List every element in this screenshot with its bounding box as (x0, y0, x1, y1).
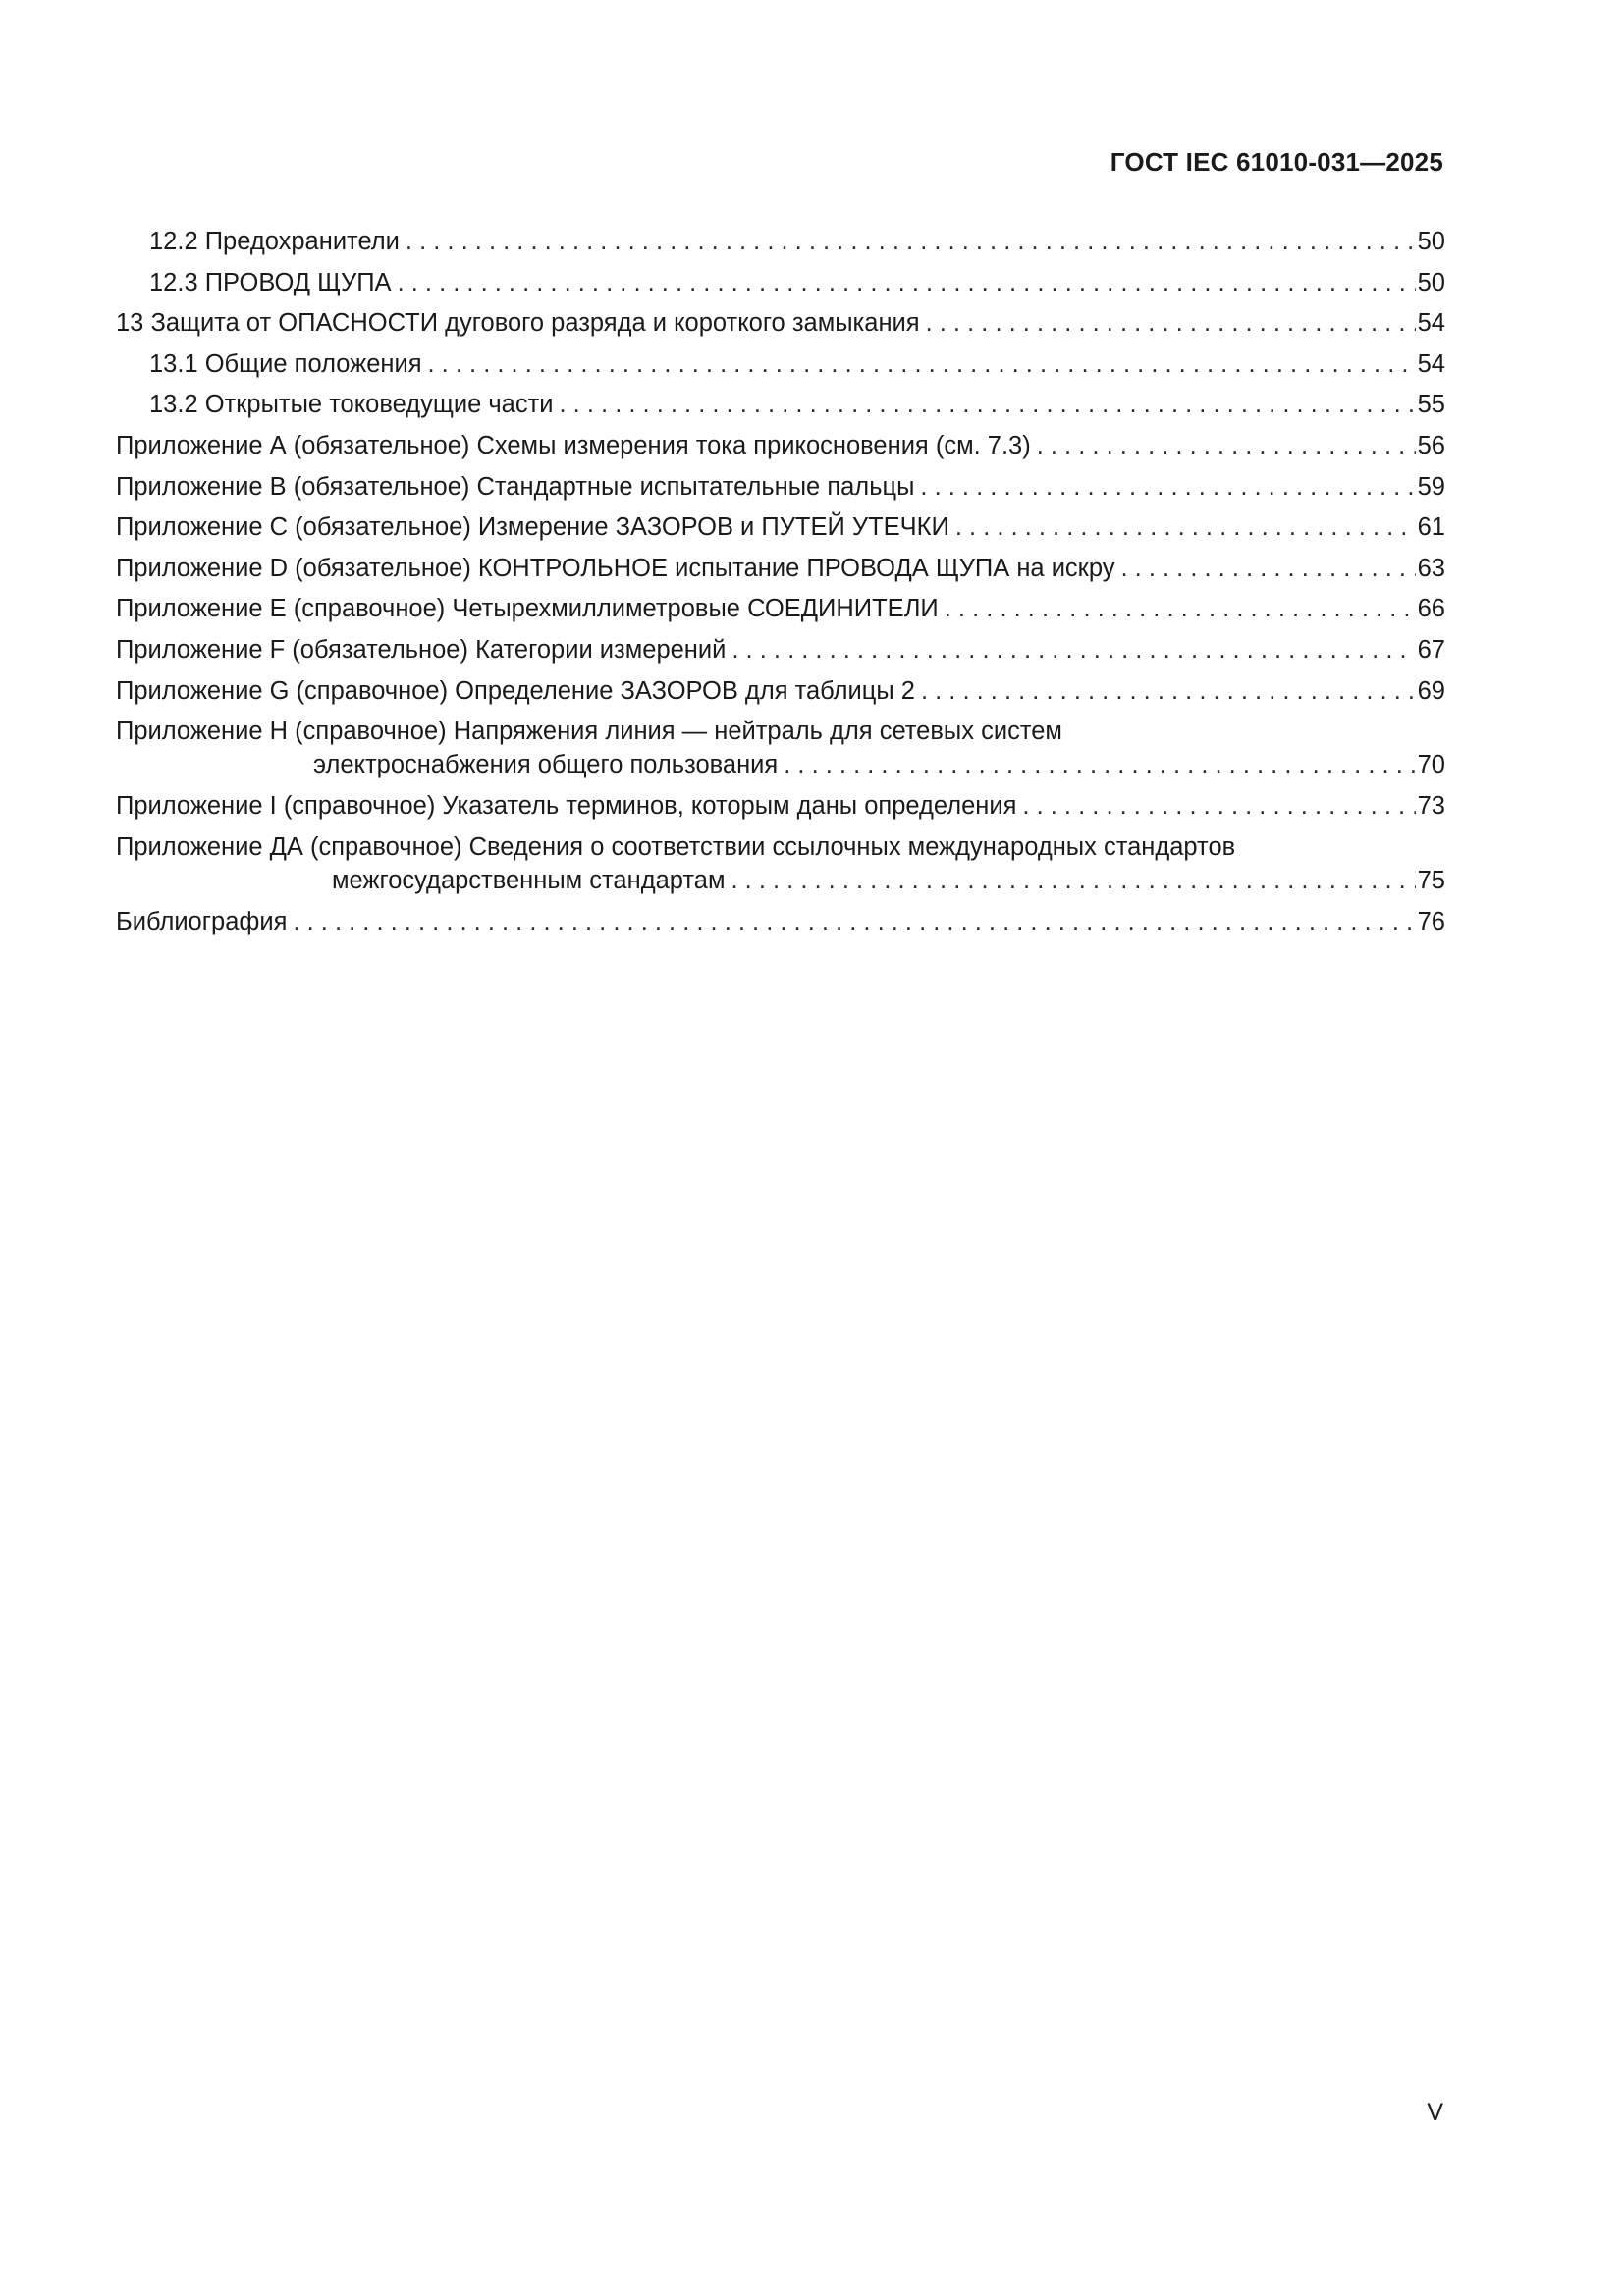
toc-entry-page: 75 (1417, 866, 1445, 894)
dot-leader (784, 748, 1415, 781)
toc-entry-page: 50 (1417, 228, 1445, 255)
dot-leader (398, 266, 1416, 299)
toc-entry[interactable] (116, 347, 1445, 389)
toc-entry[interactable] (116, 905, 1445, 946)
toc-entry-title: 13.2 Открытые токоведущие части (149, 391, 554, 419)
toc-entry-page: 55 (1417, 391, 1445, 419)
toc-entry-title: 13.1 Общие положения (149, 349, 422, 378)
toc-entry-title-line1: Приложение Н (справочное) Напряжения линия — нейтраль для сетевых систем (116, 718, 1062, 746)
toc-entry[interactable] (116, 789, 1445, 830)
toc-entry[interactable] (116, 266, 1445, 307)
toc-entry-title: Приложение С (обязательное) Измерение ЗАЗОРОВ и ПУТЕЙ УТЕЧКИ (116, 513, 949, 542)
dot-leader (1121, 552, 1416, 585)
toc-entry-page: 50 (1417, 268, 1445, 296)
toc-entry[interactable] (116, 592, 1445, 633)
toc-entry-title: 12.3 ПРОВОД ЩУПА (149, 268, 392, 296)
toc-entry[interactable] (116, 470, 1445, 511)
toc-entry[interactable] (116, 552, 1445, 593)
dot-leader (926, 306, 1416, 340)
toc-entry-page: 76 (1417, 907, 1445, 935)
toc-entry[interactable] (116, 830, 1445, 905)
toc-entry-title-line2: межгосударственным стандартам (332, 866, 726, 894)
toc-entry-title: 12.2 Предохранители (149, 228, 400, 255)
toc-entry[interactable] (116, 674, 1445, 716)
toc-entry[interactable] (116, 306, 1445, 347)
toc-entry-title: Приложение I (справочное) Указатель терминов, которым даны определения (116, 792, 1017, 821)
dot-leader (1022, 789, 1415, 823)
dot-leader (1037, 429, 1416, 462)
page-number: V (1427, 2099, 1443, 2126)
toc-entry[interactable] (116, 510, 1445, 552)
standard-id-header: ГОСТ IEC 61010-031—2025 (1110, 147, 1443, 177)
toc-entry-page: 69 (1417, 676, 1445, 705)
toc-entry-page: 59 (1417, 472, 1445, 501)
toc-entry-page: 67 (1417, 635, 1445, 664)
toc-entry-title: Приложение Е (справочное) Четырехмиллиметровые СОЕДИНИТЕЛИ (116, 595, 939, 623)
toc-entry-page: 63 (1417, 554, 1445, 582)
toc-entry-title: Приложение F (обязательное) Категории измерений (116, 635, 727, 664)
toc-entry[interactable] (116, 633, 1445, 674)
table-of-contents (116, 225, 1445, 945)
toc-entry-title: Приложение G (справочное) Определение ЗАЗОРОВ для таблицы 2 (116, 676, 915, 705)
toc-entry-title: 13 Защита от ОПАСНОСТИ дугового разряда и короткого замыкания (116, 309, 920, 338)
toc-entry-title-line2: электроснабжения общего пользования (313, 751, 779, 779)
toc-entry-title: Приложение А (обязательное) Схемы измерения тока прикосновения (см. 7.3) (116, 431, 1031, 459)
toc-entry[interactable] (116, 225, 1445, 266)
toc-entry[interactable] (116, 429, 1445, 470)
dot-leader (293, 905, 1415, 938)
toc-entry-page: 73 (1417, 792, 1445, 821)
toc-entry-page: 66 (1417, 595, 1445, 623)
toc-entry-title: Приложение D (обязательное) КОНТРОЛЬНОЕ испытание ПРОВОДА ЩУПА на искру (116, 554, 1115, 582)
toc-entry[interactable] (116, 388, 1445, 429)
toc-entry-title: Приложение В (обязательное) Стандартные испытательные пальцы (116, 472, 915, 501)
dot-leader (921, 674, 1416, 708)
dot-leader (955, 510, 1416, 544)
dot-leader (920, 470, 1415, 504)
toc-entry-page: 61 (1417, 513, 1445, 542)
toc-entry-title: Библиография (116, 907, 288, 935)
dot-leader (731, 633, 1415, 667)
toc-entry[interactable] (116, 715, 1445, 789)
toc-entry-page: 54 (1417, 309, 1445, 338)
toc-entry-page: 56 (1417, 431, 1445, 459)
dot-leader (560, 388, 1416, 421)
toc-entry-page: 70 (1417, 751, 1445, 779)
dot-leader (428, 347, 1416, 381)
toc-entry-title-line1: Приложение ДА (справочное) Сведения о соответствии ссылочных международных стандартов (116, 832, 1236, 861)
dot-leader (406, 225, 1416, 258)
dot-leader (731, 864, 1415, 897)
dot-leader (945, 592, 1416, 625)
toc-entry-page: 54 (1417, 349, 1445, 378)
